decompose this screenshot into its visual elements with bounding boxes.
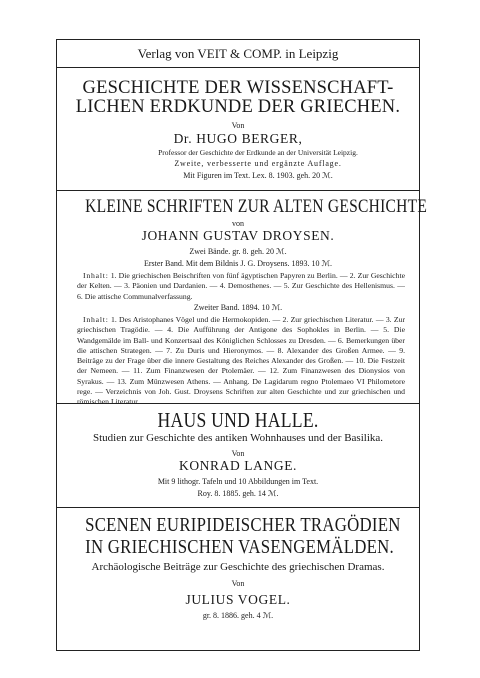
book1-details: Mit Figuren im Text. Lex. 8. 1903. geh. 20 ℳ. (183, 171, 333, 180)
book3-title: HAUS UND HALLE. (157, 408, 319, 432)
vol2-contents-text: 1. Des Aristophanes Vögel und die Hermokopiden. — 2. Zur griechischen Literatur. — 3. Zur griechischen Tragödie. — 4. Die Aufführung der Antigone des Sophokles in Berlin. — 5. Die Wandgemälde im Ball- und Konzertsaal des Königlichen Schlosses zu Dresden. — 6. Bemerkungen über die attischen Strategen. — 7. Zu Duris und Hieronymos. — 8. Alexander des Großen Armee. — 9. Beiträge zu der Frage über die innere Gestaltung des Reiches Alexander des Großen. — 10. Die Festzeit der Nemeen. — 11. Zum Finanzwesen der Ptolemäer. — 12. Zum Finanzwesen des Dionysios von Syrakus. — 13. Zum Münzwesen Athens. — Anhang. De Lagidarum regno Ptolemaeo VI Philometore rege. — Verzeichnis von Joh. Gust. Droysens Schriften zur alten Geschichte und zur griechischen und römischen Literatur. (77, 315, 406, 407)
book2-vol1-heading: Erster Band. Mit dem Bildnis J. G. Droysens. 1893. 10 ℳ. (143, 259, 333, 268)
book1-author: Dr. HUGO BERGER, (173, 131, 303, 146)
book2-details: Zwei Bände. gr. 8. geh. 20 ℳ. (189, 247, 287, 256)
inhalt-label: Inhalt: (83, 315, 109, 324)
book3-subtitle: Studien zur Geschichte des antiken Wohnhauses und der Basilika. (92, 432, 384, 444)
book4-subtitle: Archäologische Beiträge zur Geschichte des griechischen Dramas. (91, 561, 385, 573)
book2-von: von (232, 219, 244, 228)
book3-author: KONRAD LANGE. (178, 458, 298, 473)
book4-details: gr. 8. 1886. geh. 4 ℳ. (202, 611, 274, 620)
book1-von: Von (231, 121, 245, 130)
book2-vol1-contents (77, 271, 405, 302)
divider (56, 67, 420, 68)
divider (56, 190, 420, 191)
book2-vol2-contents (77, 315, 405, 408)
book4-title-line2: IN GRIECHISCHEN VASENGEMÄLDEN. (85, 536, 395, 558)
book2-title: KLEINE SCHRIFTEN ZUR ALTEN GESCHICHTE (85, 197, 428, 217)
publisher-line: Verlag von VEIT & COMP. in Leipzig (137, 46, 339, 61)
book3-details: Roy. 8. 1885. geh. 14 ℳ. (197, 489, 279, 498)
book1-title-line2: LICHEN ERDKUNDE DER GRIECHEN. (75, 97, 401, 117)
book4-title-line1: SCENEN EURIPIDEISCHER TRAGÖDIEN (85, 514, 401, 536)
book1-edition: Zweite, verbesserte und ergänzte Auflage. (174, 159, 342, 168)
divider (56, 403, 420, 404)
book3-von: Von (231, 449, 245, 458)
book2-vol2-heading: Zweiter Band. 1894. 10 ℳ. (193, 303, 283, 312)
book1-title-line1: GESCHICHTE DER WISSENSCHAFT- (82, 78, 394, 98)
book4-von: Von (231, 579, 245, 588)
book3-plates: Mit 9 lithogr. Tafeln und 10 Abbildungen im Text. (157, 477, 319, 486)
book1-affiliation: Professor der Geschichte der Erdkunde an der Universität Leipzig. (158, 148, 358, 157)
divider (56, 507, 420, 508)
book4-author: JULIUS VOGEL. (185, 592, 291, 607)
vol1-contents-text: 1. Die griechischen Beischriften von fünf ägyptischen Papyren zu Berlin. — 2. Zur Geschichte der Kelten. — 3. Päonien und Dardanien. — 4. Demosthenes. — 5. Zur Geschichte des Hellenismus. — 6. Die attische Communalverfassung. (77, 271, 405, 301)
book2-author: JOHANN GUSTAV DROYSEN. (141, 228, 335, 243)
inhalt-label: Inhalt: (83, 271, 109, 280)
